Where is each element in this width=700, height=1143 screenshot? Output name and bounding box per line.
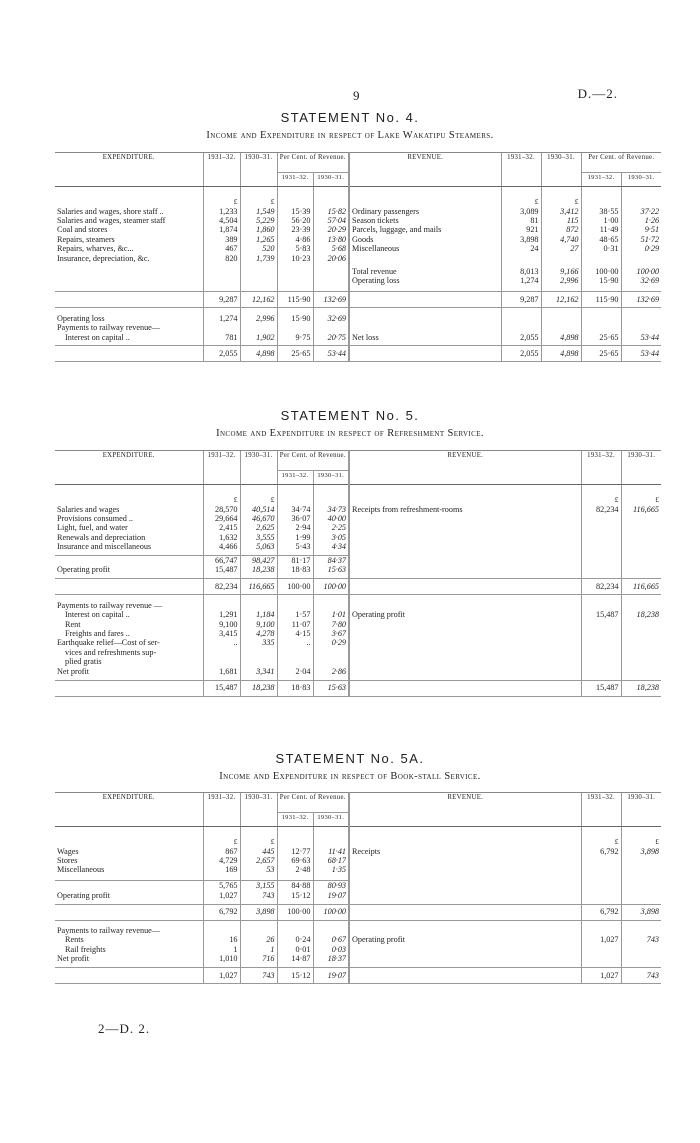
table-row: Provisions consumed .. 29,664 46,670 36·07 40·00	[55, 514, 661, 523]
currency-symbol: £	[621, 485, 661, 505]
year-1931-header: 1931–32.	[501, 153, 541, 187]
table-row: Stores 4,729 2,657 69·63 68·17	[55, 856, 661, 865]
statement-5a-table	[55, 792, 661, 984]
table-row: Payments to railway revenue —	[55, 601, 661, 610]
table-row: Light, fuel, and water 2,415 2,625 2·94 2·25	[55, 523, 661, 532]
percent-header: Per Cent. of Revenue.	[277, 793, 349, 813]
table-row: Salaries and wages, shore staff .. 1,233 1,549 15·39 15·82 Ordinary passengers 3,089 3,412 38·55 37·22	[57, 206, 660, 216]
table-row: Insurance, depreciation, &c. 820 1,739 10·23 20·06	[55, 254, 661, 263]
table-row: Rents 16 26 0·24 0·67 Operating profit 1,027 743	[65, 935, 660, 945]
currency-symbol: £	[240, 827, 277, 847]
table-row: Freights and fares .. 3,415 4,278 4·15 3·67	[55, 629, 661, 638]
table-row: Operating profit 15,487 18,238 18·83 15·63	[55, 565, 661, 574]
year-1931-header: 1931–32.	[203, 793, 240, 827]
statement-4-title: STATEMENT No. 4.	[280, 110, 420, 125]
currency-symbol: £	[203, 485, 240, 505]
table-row: Total revenue 8,013 9,166 100·00 100·00	[55, 267, 661, 276]
pct-1931-header: 1931–32.	[581, 173, 621, 187]
statement-5-subtitle: Income and Expenditure in respect of Refreshment Service.	[216, 428, 484, 439]
table-row: Salaries and wages 28,570 40,514 34·74 34·73 Receipts from refreshment-rooms 82,234 116,665	[57, 504, 660, 514]
table-row: Operating profit 1,027 743 15·12 19·07	[55, 891, 661, 900]
table-row: Operating loss 1,274 2,996 15·90 32·69	[55, 276, 661, 285]
year-1931-header: 1931–32.	[581, 793, 621, 827]
expenditure-header: EXPENDITURE.	[55, 153, 203, 187]
table-row: Rent 9,100 9,100 11·07 7·80	[55, 620, 661, 629]
year-1930-header: 1930–31.	[621, 451, 661, 485]
table-row: Repairs, steamers 389 1,265 4·86 13·80 Goods 3,898 4,740 48·65 51·72	[57, 234, 660, 244]
currency-symbol: £	[541, 187, 581, 207]
year-1930-header: 1930–31.	[240, 451, 277, 485]
currency-symbol: £	[501, 187, 541, 207]
year-1930-header: 1930–31.	[240, 153, 277, 187]
expenditure-header: EXPENDITURE.	[55, 451, 203, 485]
pct-1930-header: 1930–31.	[313, 813, 349, 827]
year-1930-header: 1930–31.	[240, 793, 277, 827]
table-row: Salaries and wages, steamer staff 4,504 5,229 56·20 57·04 Season tickets 81 115 1·00 1·26	[57, 215, 660, 225]
year-1931-header: 1931–32.	[581, 451, 621, 485]
percent-header: Per Cent. of Revenue.	[277, 153, 349, 173]
currency-symbol: £	[581, 827, 621, 847]
table-row: Repairs, wharves, &c... 467 520 5·83 5·68 Miscellaneous 24 27 0·31 0·29	[57, 244, 660, 254]
table-row: Net profit 1,010 716 14·87 18·37	[55, 954, 661, 963]
pct-1930-header: 1930–31.	[313, 173, 349, 187]
table-row: plied gratis	[55, 657, 661, 666]
total-row: 1,027 743 15·12 19·07 1,027 743	[55, 968, 661, 984]
table-row: Insurance and miscellaneous 4,466 5,063 5·43 4·34	[55, 542, 661, 551]
table-row: Payments to railway revenue—	[55, 926, 661, 935]
revenue-header: REVENUE.	[349, 153, 501, 187]
currency-symbol: £	[203, 827, 240, 847]
table-row: Interest on capital .. 1,291 1,184 1·57 1·01 Operating profit 15,487 18,238	[65, 610, 660, 620]
statement-5-title: STATEMENT No. 5.	[280, 408, 420, 423]
document-reference: D.—2.	[577, 86, 618, 101]
table-row: Miscellaneous 169 53 2·48 1·35	[55, 865, 661, 874]
total-row: 9,287 12,162 115·90 132·69 9,287 12,162 115·90 132·69	[55, 292, 661, 308]
table-row: Coal and stores 1,874 1,860 23·39 20·29 Parcels, luggage, and mails 921 872 11·49 9·51	[57, 225, 660, 235]
table-row: Earthquake relief—Cost of ser- .. 335 .. 0·29	[55, 638, 661, 647]
total-row: 6,792 3,898 100·00 100·00 6,792 3,898	[55, 904, 661, 920]
table-row: Rail freights 1 1 0·01 0·03	[55, 945, 661, 954]
year-1930-header: 1930–31.	[541, 153, 581, 187]
revenue-header: REVENUE.	[349, 451, 581, 485]
table-row: Operating loss 1,274 2,996 15·90 32·69	[55, 314, 661, 323]
statement-5a-title: STATEMENT No. 5A.	[275, 751, 425, 766]
total-row: 82,234 116,665 100·00 100·00 82,234 116,665	[55, 579, 661, 595]
pct-1931-header: 1931–32.	[277, 471, 313, 485]
pct-1930-header: 1930–31.	[313, 471, 349, 485]
percent-header: Per Cent. of Revenue.	[581, 153, 661, 173]
table-row: Wages 867 445 12·77 11·41 Receipts 6,792 3,898	[57, 846, 660, 856]
table-row: Net profit 1,681 3,341 2·04 2·86	[55, 667, 661, 676]
pct-1931-header: 1931–32.	[277, 173, 313, 187]
year-1931-header: 1931–32.	[203, 153, 240, 187]
subtotal-row: 5,765 3,155 84·88 80·93	[55, 881, 661, 891]
page-number: 9	[353, 88, 360, 103]
currency-symbol: £	[621, 827, 661, 847]
statement-4-subtitle: Income and Expenditure in respect of Lake Wakatipu Steamers.	[206, 130, 494, 141]
total-row: 2,055 4,898 25·65 53·44 2,055 4,898 25·65 53·44	[55, 346, 661, 362]
statement-4-table	[55, 152, 661, 362]
statement-5a-subtitle: Income and Expenditure in respect of Book-stall Service.	[219, 771, 481, 782]
year-1931-header: 1931–32.	[203, 451, 240, 485]
table-row: Payments to railway revenue—	[55, 323, 661, 332]
total-row: 15,487 18,238 18·83 15·63 15,487 18,238	[55, 680, 661, 696]
percent-header: Per Cent. of Revenue.	[277, 451, 349, 471]
subtotal-row: 66,747 98,427 81·17 84·37	[55, 556, 661, 566]
revenue-header: REVENUE.	[349, 793, 581, 827]
expenditure-header: EXPENDITURE.	[55, 793, 203, 827]
currency-symbol: £	[240, 187, 277, 207]
table-row: Interest on capital .. 781 1,902 9·75 20·75 Net loss 2,055 4,898 25·65 53·44	[65, 332, 660, 342]
pct-1931-header: 1931–32.	[277, 813, 313, 827]
pct-1930-header: 1930–31.	[621, 173, 661, 187]
table-row: Renewals and depreciation 1,632 3,555 1·99 3·05	[55, 533, 661, 542]
statement-5-table	[55, 450, 661, 697]
page-footer: 2—D. 2.	[98, 1021, 151, 1036]
currency-symbol: £	[240, 485, 277, 505]
currency-symbol: £	[203, 187, 240, 207]
year-1930-header: 1930–31.	[621, 793, 661, 827]
currency-symbol: £	[581, 485, 621, 505]
table-row: vices and refreshments sup-	[55, 648, 661, 657]
